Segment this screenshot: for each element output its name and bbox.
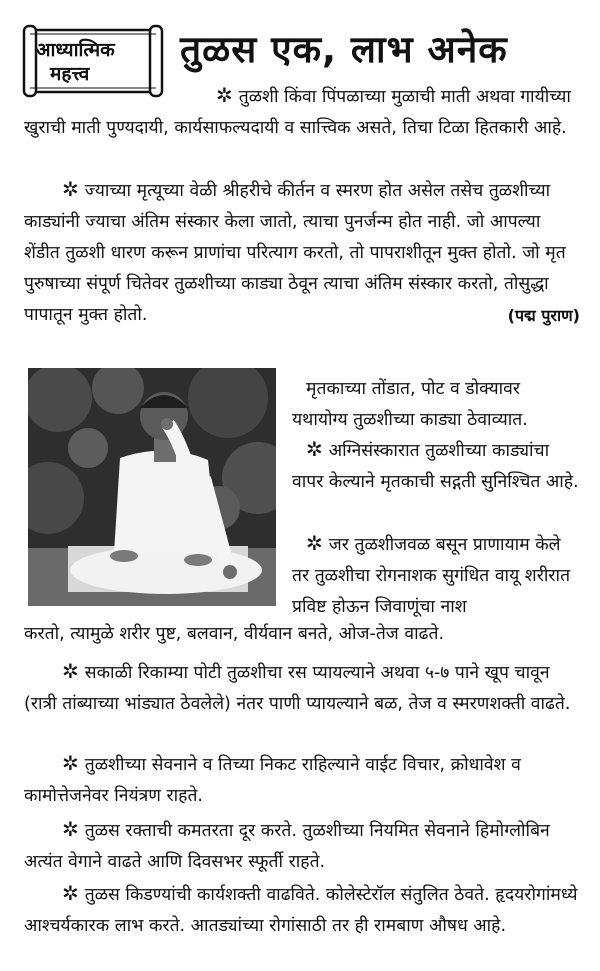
star-bullet-icon: ✲ [62, 659, 79, 683]
paragraph-5-continued: करतो, त्यामुळे शरीर पुष्ट, बलवान, वीर्यवान बनते, ओज-तेज वाढते. [24, 624, 445, 644]
paragraph-6: ✲ सकाळी रिकाम्या पोटी तुळशीचा रस प्यायल्याने अथवा ५-७ पाने खूप चावून (रात्री तांब्याच्या भांड्यात ठेवलेले) नंतर पाणी प्यायल्याने बळ, तेज व स्मरणशक्ती वाढते. [24, 659, 571, 714]
paragraph-8: ✲ तुळस रक्ताची कमतरता दूर करते. तुळशीच्या नियमित सेवनाने हिमोग्लोबिन अत्यंत वेगाने वाढते आणि दिवसभर स्फूर्ती राहते. [24, 817, 550, 872]
section-label-line1: आध्यात्मिक [36, 39, 115, 61]
paragraph-4: ✲ अग्निसंस्कारात तुळशीच्या काड्यांचा वापर केल्याने मृतकाची सद्गती सुनिश्चित आहे. [292, 437, 579, 492]
paragraph-5: ✲ जर तुळशीजवळ बसून प्राणायाम केले तर तुळशीचा रोगनाशक सुगंधित वायू शरीरात प्रविष्ट होऊन जिवाणूंचा नाश [292, 531, 571, 617]
paragraph-3: मृतकाच्या तोंडात, पोट व डोक्यावर यथायोग्य तुळशीच्या काड्या ठेवाव्यात. [292, 379, 528, 430]
star-bullet-icon: ✲ [306, 531, 323, 555]
section-label-line2: महत्त्व [50, 63, 90, 85]
section-label [36, 38, 150, 86]
star-bullet-icon: ✲ [62, 751, 79, 775]
paragraph-7: ✲ तुळशीच्या सेवनाने व तिच्या निकट राहिल्याने वाईट विचार, क्रोधावेश व कामोत्तेजनेवर नियंत्रण राहते. [24, 751, 521, 806]
star-bullet-icon: ✲ [216, 83, 233, 107]
star-bullet-icon: ✲ [306, 437, 323, 461]
star-bullet-icon: ✲ [62, 177, 79, 201]
star-bullet-icon: ✲ [62, 817, 79, 841]
paragraph-9: ✲ तुळस किडण्यांची कार्यशक्ती वाढविते. कोलेस्टेरॉल संतुलित ठेवते. हृदयरोगांमध्ये आश्चर्यकारक लाभ करते. आतड्यांच्या रोगांसाठी तर ही रामबाण औषध आहे. [24, 881, 578, 936]
paragraph-2: ✲ ज्याच्या मृत्यूच्या वेळी श्रीहरीचे कीर्तन व स्मरण होत असेल तसेच तुळशीच्या काड्यांनी ज्याचा अंतिम संस्कार केला जातो, त्याचा पुनर्जन्म होत नाही. जो आपल्या शेंडीत तुळशी धारण करून प्राणांचा परित्याग करतो, तो पापराशीतून मुक्त होतो. जो मृत पुरुषाच्या संपूर्ण चितेवर तुळशीच्या काड्या ठेवून त्याचा अंतिम संस्कार करतो, तोसुद्धा पापातून मुक्त होतो. (पद्म पुराण) [24, 174, 580, 331]
article-title: तुळस एक, लाभ अनेक [180, 28, 508, 71]
person-meditating-icon [28, 368, 276, 606]
paragraph-1: ✲ तुळशी किंवा पिंपळाच्या मुळाची माती अथवा गायीच्या खुराची माती पुण्यदायी, कार्यसाफल्यदायी व सात्त्विक असते, तिचा टिळा हितकारी आहे. [24, 83, 571, 138]
source-citation: (पद्म पुराण) [507, 306, 580, 325]
star-bullet-icon: ✲ [62, 881, 79, 905]
pranayama-photo [28, 368, 276, 606]
